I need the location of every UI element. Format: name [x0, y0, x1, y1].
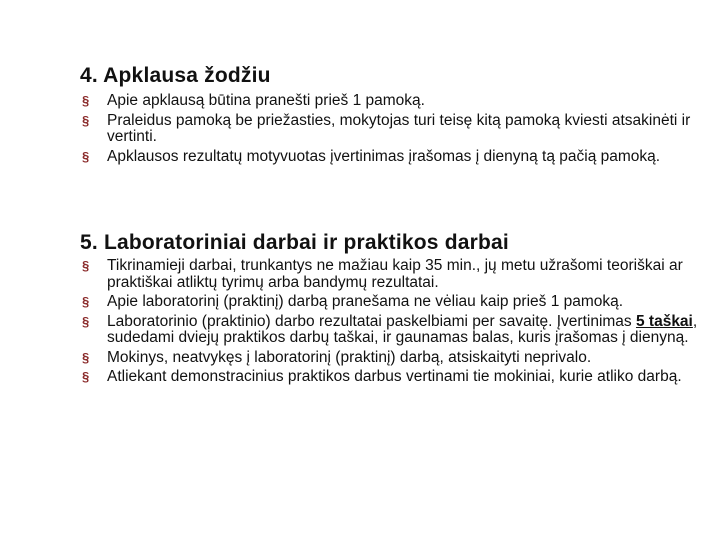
section-5-list	[80, 258, 710, 389]
list-item	[80, 314, 710, 347]
list-item-text: Apklausos rezultatų motyvuotas įvertinimas įrašomas į dienyną tą pačią pamoką.	[107, 147, 661, 165]
list-item-text: Apie laboratorinį (praktinį) darbą pranešama ne vėliau kaip prieš 1 pamoką.	[107, 293, 624, 310]
bullet-icon: §	[82, 369, 90, 384]
section-4-heading: 4. Apklausa žodžiu	[80, 64, 271, 87]
list-item-text: Apie apklausą būtina pranešti prieš 1 pamoką.	[107, 92, 425, 109]
list-item	[80, 369, 710, 386]
list-item	[80, 113, 710, 146]
section-5-heading: 5. Laboratoriniai darbai ir praktikos darbai	[80, 231, 509, 254]
bullet-icon: §	[82, 148, 90, 164]
list-item	[80, 350, 710, 367]
list-item	[80, 93, 710, 110]
list-item	[80, 149, 710, 166]
list-item-text: Atliekant demonstracinius praktikos darbus vertinami tie mokiniai, kurie atliko darbą.	[107, 368, 682, 385]
bullet-icon: §	[82, 112, 90, 128]
bullet-icon: §	[82, 258, 90, 273]
bullet-icon: §	[82, 93, 90, 108]
list-item-text: Mokinys, neatvykęs į laboratorinį (praktinį) darbą, atsiskaityti neprivalo.	[107, 348, 592, 366]
bullet-icon: §	[82, 349, 90, 365]
list-item-text	[107, 313, 697, 347]
list-item	[80, 258, 710, 291]
points-emphasis: 5 taškai	[635, 312, 693, 330]
list-item	[80, 294, 710, 311]
list-item-text: Praleidus pamoką be priežasties, mokytojas turi teisę kitą pamoką kviesti atsakinėti ir vertinti.	[107, 111, 691, 145]
section-4-list	[80, 93, 710, 168]
list-item-text-part: Laboratorinio (praktinio) darbo rezultatai paskelbiami per savaitę. Įvertinimas	[107, 312, 636, 330]
bullet-icon: §	[82, 294, 90, 309]
bullet-icon: §	[82, 313, 90, 329]
list-item-text-part: , sudedami dviejų praktikos darbų taškai, ir gaunamas balas, kuris įrašomas į dienyną.	[107, 312, 698, 346]
list-item-text: Tikrinamieji darbai, trunkantys ne mažiau kaip 35 min., jų metu užrašomi teoriškai ar praktiškai atliktų tyrimų arba bandymų rezultatai.	[107, 257, 683, 291]
